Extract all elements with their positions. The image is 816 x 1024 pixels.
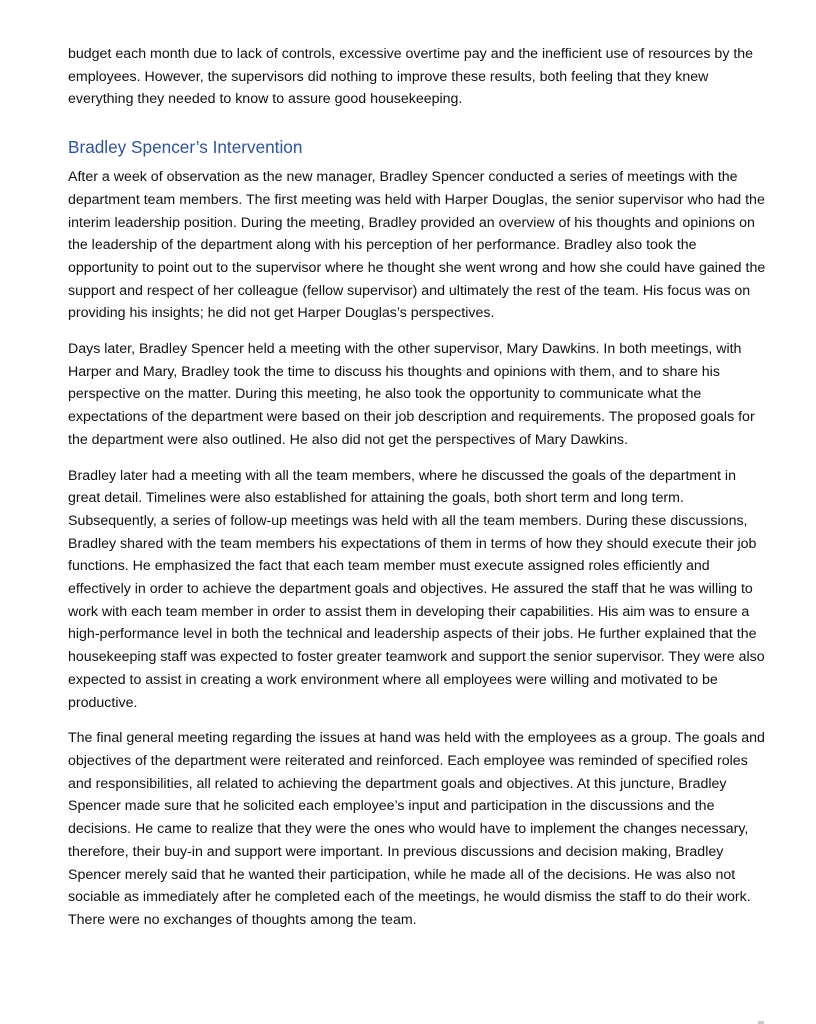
section-heading: Bradley Spencer’s Intervention <box>68 137 303 158</box>
paragraph-first-meeting: After a week of observation as the new manager, Bradley Spencer conducted a series of meetings with the department team members. The first meeting was held with Harper Douglas, the senior supervisor who had the interim leadership position. During the meeting, Bradley provided an overview of his thoughts and opinions on the leadership of the department along with his perception of her performance. Bradley also took the opportunity to point out to the supervisor where he thought she went wrong and how she could have gained the support and respect of her colleague (fellow supervisor) and ultimately the rest of the team. His focus was on providing his insights; he did not get Harper Douglas’s perspectives. <box>68 169 766 322</box>
document-page <box>68 43 768 945</box>
paragraph-final-meeting: The final general meeting regarding the issues at hand was held with the employees as a group. The goals and objectives of the department were reiterated and reinforced. Each employee was reminded of specified roles and responsibilities, all related to achieving the department goals and objectives. At this juncture, Bradley Spencer made sure that he solicited each employee’s input and participation in the discussions and the decisions. He came to realize that they were the ones who would have to implement the changes necessary, therefore, their buy-in and support were important. In previous discussions and decision making, Bradley Spencer merely said that he wanted their participation, while he made all of the decisions. He was also not sociable as immediately after he completed each of the meetings, he would dismiss the staff to do their work. There were no exchanges of thoughts among the team. <box>68 730 765 928</box>
paragraph-team-meeting: Bradley later had a meeting with all the team members, where he discussed the goals of the department in great detail. Timelines were also established for attaining the goals, both short term and long term. Subsequently, a series of follow-up meetings was held with all the team members. During these discussions, Bradley shared with the team members his expectations of them in terms of how they should execute their job functions. He emphasized the fact that each team member must execute assigned roles efficiently and effectively in order to achieve the department goals and objectives. He assured the staff that he was willing to work with each team member in order to assist them in developing their capabilities. His aim was to ensure a high-performance level in both the technical and leadership aspects of their jobs. He further explained that the housekeeping staff was expected to foster greater teamwork and support the senior supervisor. They were also expected to assist in creating a work environment where all employees were willing and motivated to be productive. <box>68 467 765 711</box>
intro-paragraph: budget each month due to lack of controls, excessive overtime pay and the inefficient use of resources by the employees. However, the supervisors did nothing to improve these results, both feeling that they knew everything they needed to know to assure good housekeeping. <box>68 46 754 108</box>
paragraph-second-meeting: Days later, Bradley Spencer held a meeting with the other supervisor, Mary Dawkins. In both meetings, with Harper and Mary, Bradley took the time to discuss his thoughts and opinions with them, and to share his perspective on the matter. During this meeting, he also took the opportunity to communicate what the expectations of the department were based on their job description and requirements. The proposed goals for the department were also outlined. He also did not get the perspectives of Mary Dawkins. <box>68 341 755 448</box>
